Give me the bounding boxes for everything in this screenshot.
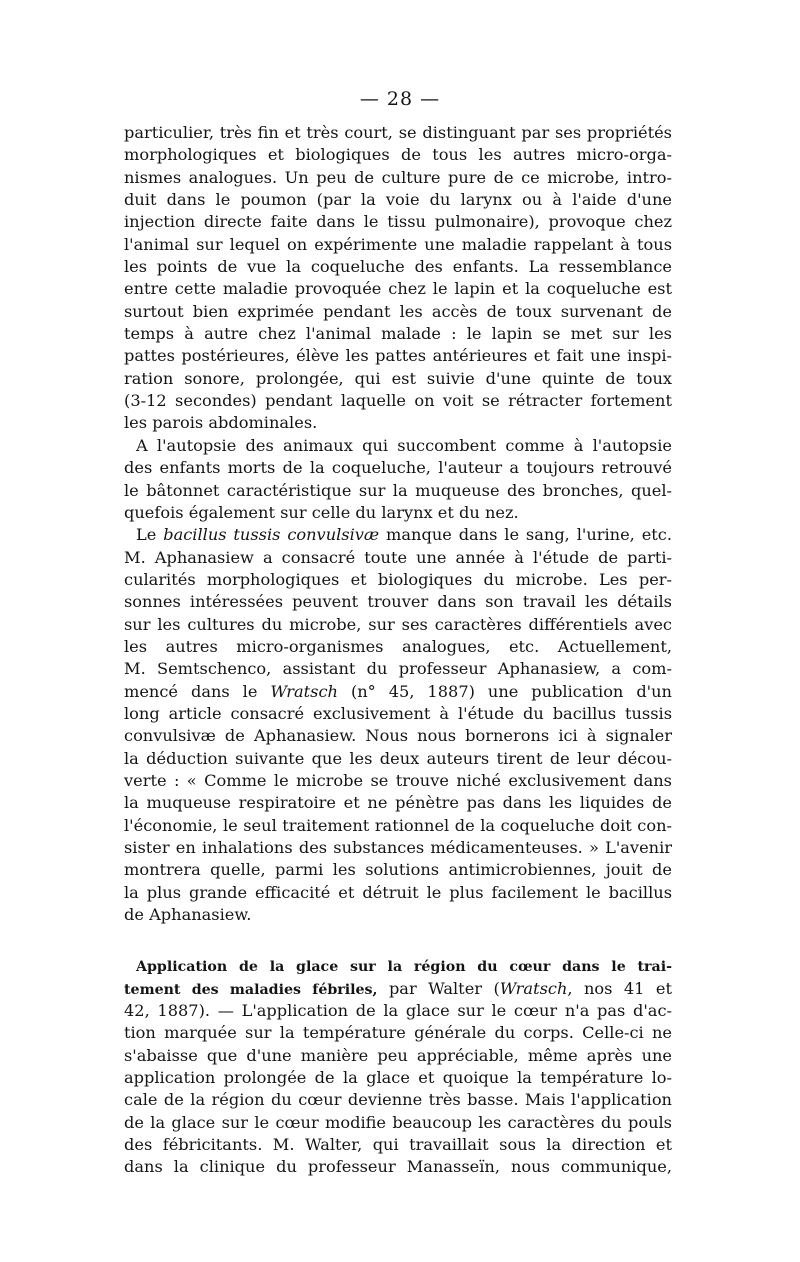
text-line: long article consacré exclusivement à l'étude du bacillus tussis (124, 703, 672, 723)
text-line: 42, 1887). — L'application de la glace sur le cœur n'a pas d'ac- (124, 1001, 672, 1021)
text-line: les points de vue la coqueluche des enfants. La ressemblance (124, 257, 672, 277)
text-line: duit dans le poumon (par la voie du larynx ou à l'aide d'une (124, 190, 672, 210)
text-line: nismes analogues. Un peu de culture pure de ce microbe, intro- (124, 167, 672, 187)
text-line: montrera quelle, parmi les solutions antimicrobiennes, jouit de (124, 860, 672, 880)
text-line: injection directe faite dans le tissu pulmonaire), provoque chez (124, 212, 672, 232)
section-heading-cont: tement des maladies fébriles, (124, 981, 378, 998)
text-line: cularités morphologiques et biologiques du microbe. Les per- (124, 569, 672, 589)
italic-journal: Wratsch (270, 681, 338, 701)
text-line: de la glace sur le cœur modifie beaucoup les caractères du pouls (124, 1112, 672, 1132)
text-line (124, 681, 672, 703)
text-line: les parois abdominales. (124, 413, 318, 433)
text-line: la plus grande efficacité et détruit le plus facilement le bacillus (124, 882, 672, 902)
text-line: surtout bien exprimée pendant les accès de toux survenant de (124, 301, 672, 321)
text-line: morphologiques et biologiques de tous les autres micro-orga- (124, 145, 672, 165)
text-line: ration sonore, prolongée, qui est suivie d'une quinte de toux (124, 368, 672, 388)
text-fragment: par Walter ( (377, 978, 500, 998)
page-number: — 28 — (359, 88, 441, 110)
section-heading: Application de la glace sur la région du cœur dans le trai- (136, 959, 672, 976)
text-line: la muqueuse respiratoire et ne pénètre pas dans les liquides de (124, 793, 672, 813)
text-line (124, 955, 672, 977)
text-line: sister en inhalations des substances médicamenteuses. » L'avenir (124, 838, 672, 857)
paragraph-gap (124, 926, 672, 955)
text-fragment: manque dans le sang, l'urine, etc. (379, 525, 672, 545)
text-line: le bâtonnet caractéristique sur la muqueuse des bronches, quel- (124, 480, 672, 500)
text-fragment: , nos 41 et (567, 978, 672, 998)
text-fragment: Le (136, 525, 164, 545)
text-line: s'abaisse que d'une manière peu appréciable, même après une (124, 1045, 672, 1065)
text-line (124, 978, 672, 1000)
text-line (124, 524, 672, 546)
text-line: cale de la région du cœur devienne très basse. Mais l'application (124, 1090, 672, 1110)
text-line: M. Aphanasiew a consacré toute une année à l'étude de parti- (124, 547, 672, 567)
italic-term: bacillus tussis convulsivæ (163, 525, 380, 545)
text-line: des enfants morts de la coqueluche, l'auteur a toujours retrouvé (124, 458, 672, 478)
text-line: de Aphanasiew. (124, 905, 252, 925)
text-line: (3-12 secondes) pendant laquelle on voit se rétracter fortement (124, 391, 672, 411)
text-line: entre cette maladie provoquée chez le lapin et la coqueluche est (124, 279, 672, 299)
text-line: temps à autre chez l'animal malade : le lapin se met sur les (124, 324, 672, 344)
text-line: verte : « Comme le microbe se trouve niché exclusivement dans (124, 770, 672, 790)
text-line: application prolongée de la glace et quoique la température lo- (124, 1068, 672, 1088)
text-line: A l'autopsie des animaux qui succombent comme à l'autopsie (136, 435, 672, 455)
text-line: dans la clinique du professeur Manasseïn, nous communique, (124, 1157, 672, 1177)
text-line: quefois également sur celle du larynx et du nez. (124, 502, 519, 522)
italic-journal: Wratsch (499, 978, 568, 998)
text-line: tion marquée sur la température générale du corps. Celle-ci ne (124, 1023, 672, 1043)
text-line: les autres micro-organismes analogues, etc. Actuellement, (124, 636, 672, 656)
text-line: la déduction suivante que les deux auteurs tirent de leur décou- (124, 748, 672, 768)
text-fragment: mencé dans le (124, 681, 271, 701)
text-fragment: (n° 45, 1887) une publication d'un (337, 681, 672, 701)
text-line: M. Semtschenco, assistant du professeur Aphanasiew, a com- (124, 659, 672, 679)
text-line: sonnes intéressées peuvent trouver dans son travail les détails (124, 592, 672, 612)
text-line: l'économie, le seul traitement rationnel de la coqueluche doit con- (124, 815, 672, 835)
text-line: l'animal sur lequel on expérimente une maladie rappelant à tous (124, 234, 672, 254)
text-line: sur les cultures du microbe, sur ses caractères différentiels avec (124, 614, 672, 634)
text-line: convulsivæ de Aphanasiew. Nous nous bornerons ici à signaler (124, 726, 672, 746)
text-line: des fébricitants. M. Walter, qui travaillait sous la direction et (124, 1135, 672, 1155)
body-text (124, 122, 672, 1179)
text-line: pattes postérieures, élève les pattes antérieures et fait une inspi- (124, 346, 672, 366)
text-line: particulier, très fin et très court, se distinguant par ses propriétés (124, 123, 672, 142)
